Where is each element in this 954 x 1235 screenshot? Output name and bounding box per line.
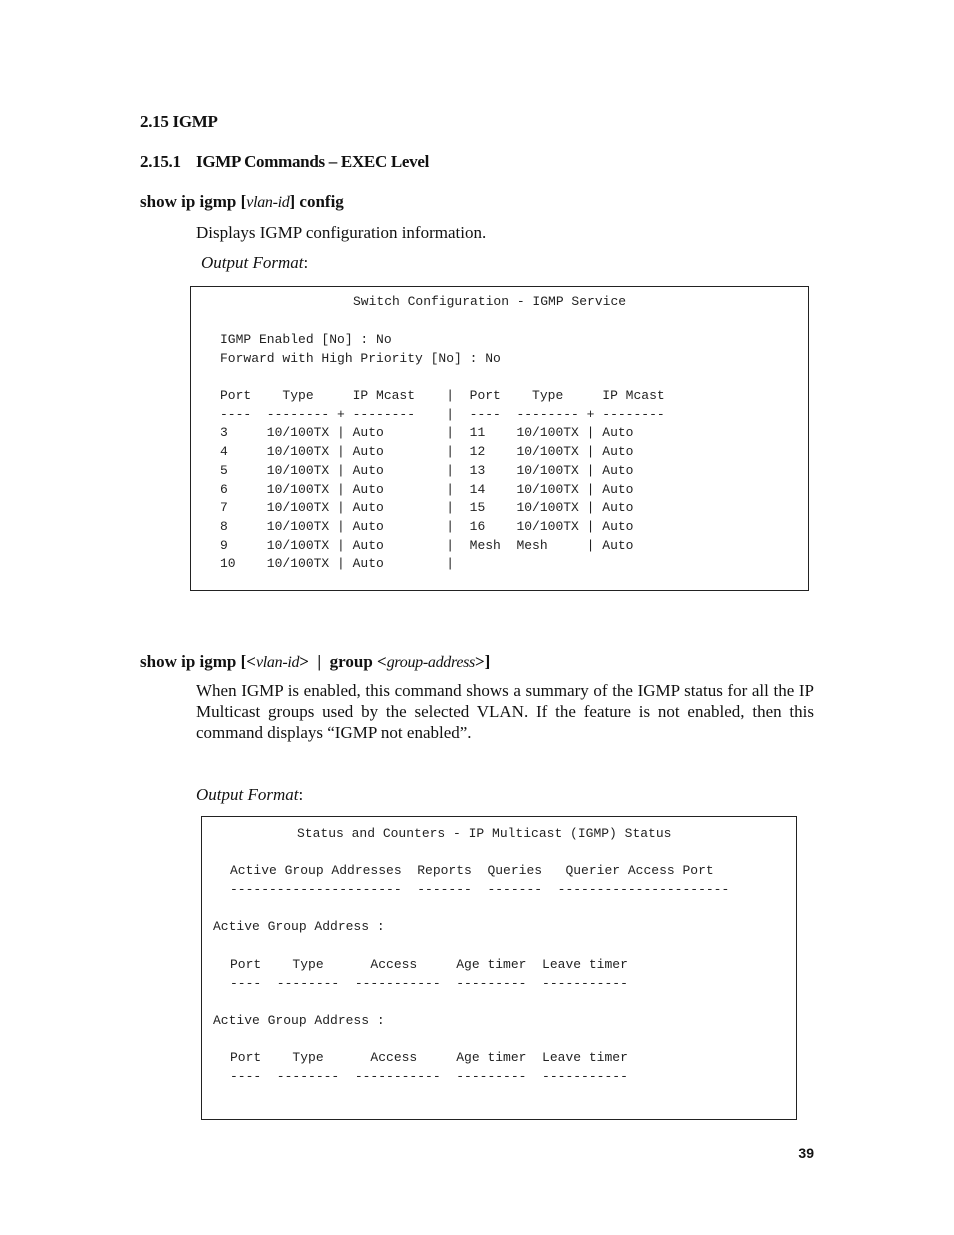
subsection-heading (140, 152, 429, 172)
box2-detail-rule: ---- -------- ----------- --------- ----------- (230, 975, 628, 991)
table-row: 7 10/100TX | Auto | 15 10/100TX | Auto (220, 500, 634, 516)
output-format-text: Output Format (201, 253, 304, 272)
box2-detail-rule: ---- -------- ----------- --------- ----------- (230, 1068, 628, 1084)
output-box-igmp-config (190, 286, 809, 591)
output-format-label-1: Output Format: (201, 253, 309, 272)
table-row: 8 10/100TX | Auto | 16 10/100TX | Auto (220, 518, 634, 534)
box2-detail-table (230, 956, 628, 993)
table-row: 10 10/100TX | Auto | (220, 556, 455, 572)
box2-summary-header: Active Group Addresses Reports Queries Querier Access Port (230, 863, 714, 878)
subsection-title: IGMP Commands – EXEC Level (196, 152, 430, 171)
box2-group-label: Active Group Address : (213, 919, 385, 934)
table-row: 5 10/100TX | Auto | 13 10/100TX | Auto (220, 462, 634, 478)
table-row: 6 10/100TX | Auto | 14 10/100TX | Auto (220, 481, 634, 497)
box2-summary (230, 862, 729, 899)
box2-title: Status and Counters - IP Multicast (IGMP) Status (297, 826, 672, 841)
command2-param-vlan: vlan-id (255, 654, 300, 671)
command2-prefix: show ip igmp [< (140, 652, 256, 671)
command-show-ip-igmp-config (140, 192, 344, 212)
table-row: 3 10/100TX | Auto | 11 10/100TX | Auto (220, 425, 634, 441)
command1-suffix: ] config (289, 192, 344, 211)
box2-detail-header: Port Type Access Age timer Leave timer (230, 1050, 628, 1065)
table-row: 4 10/100TX | Auto | 12 10/100TX | Auto (220, 444, 634, 460)
box1-table-rule: ---- -------- + -------- | ---- -------- + -------- (220, 406, 665, 422)
box1-setting-igmp-enabled: IGMP Enabled [No] : No (220, 332, 392, 347)
command-show-ip-igmp-group (140, 652, 490, 672)
box2-detail-table (230, 1049, 628, 1086)
box1-setting-forward-priority: Forward with High Priority [No] : No (220, 350, 501, 366)
command2-param-group: group-address (386, 654, 475, 671)
box2-detail-header: Port Type Access Age timer Leave timer (230, 957, 628, 972)
command1-param: vlan-id (246, 194, 290, 211)
command2-middle: > | group < (299, 652, 387, 671)
command1-prefix: show ip igmp [ (140, 192, 247, 211)
subsection-number: 2.15.1 (140, 152, 181, 171)
page-number: 39 (798, 1145, 814, 1161)
output-box-igmp-status (201, 816, 797, 1120)
command2-suffix: >] (474, 652, 491, 671)
box1-settings (220, 331, 501, 368)
box1-title: Switch Configuration - IGMP Service (353, 294, 627, 309)
command1-description: Displays IGMP configuration information. (196, 223, 487, 242)
output-format-label-2: Output Format: (196, 785, 304, 804)
box1-port-table (220, 387, 665, 574)
box2-group-label: Active Group Address : (213, 1013, 385, 1028)
table-row: 9 10/100TX | Auto | Mesh Mesh | Auto (220, 537, 634, 553)
section-heading: 2.15 IGMP (140, 112, 218, 131)
output-format-text: Output Format (196, 785, 299, 804)
box1-table-header: Port Type IP Mcast | Port Type IP Mcast (220, 388, 665, 403)
box2-summary-rule: ---------------------- ------- ------- ---------------------- (230, 881, 730, 897)
command2-description: When IGMP is enabled, this command shows a summary of the IGMP status for all the IP Multicast groups used by the selected VLAN. If the feature is not enabled, then this command displays “IGMP not enabled”. (196, 681, 814, 742)
